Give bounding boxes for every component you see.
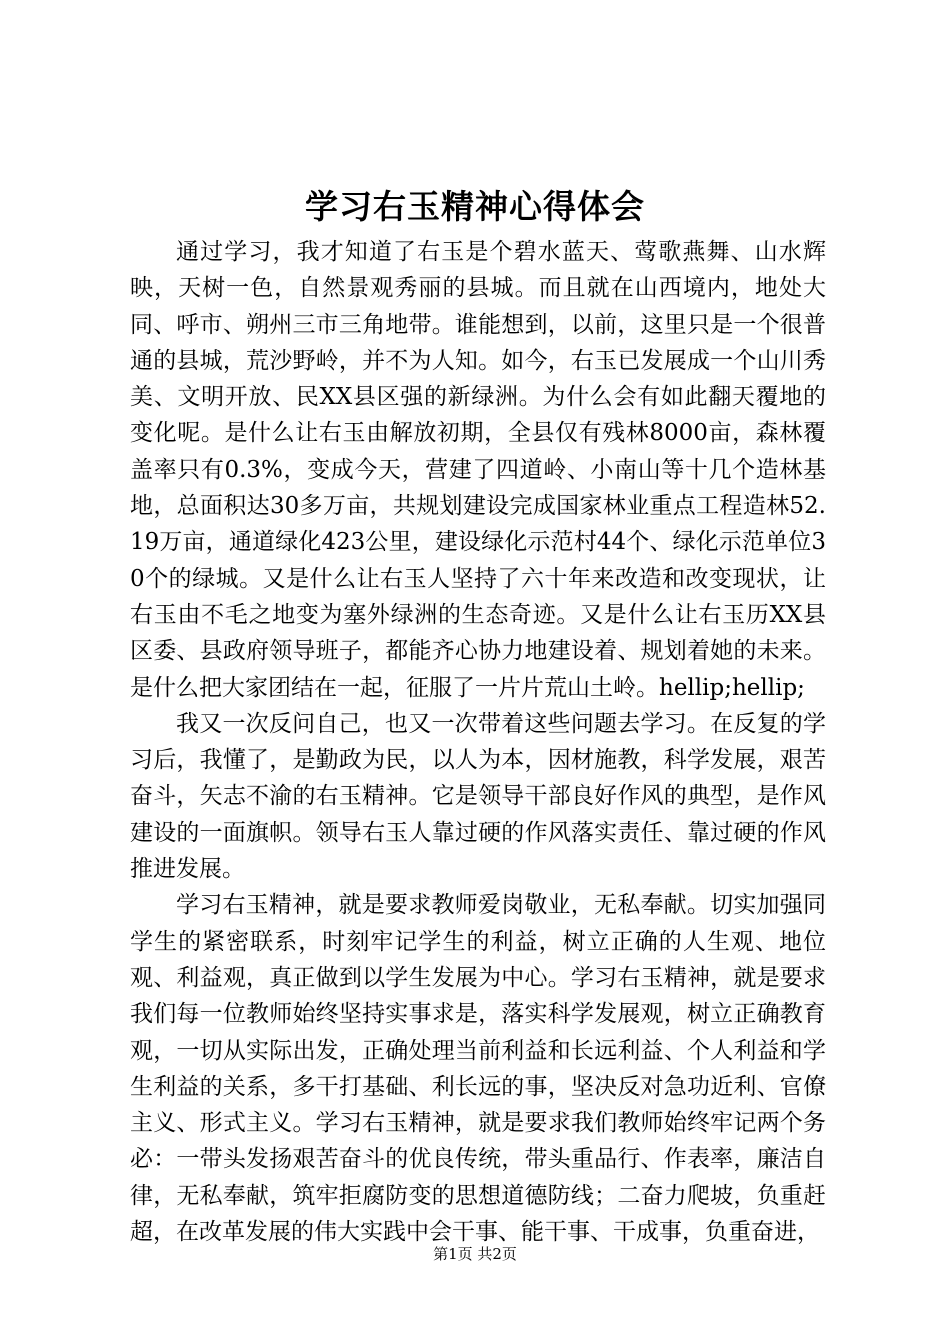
paragraph-2: 我又一次反问自己，也又一次带着这些问题去学习。在反复的学习后，我懂了，是勤政为民，以人为本，因材施教，科学发展，艰苦奋斗，矢志不渝的右玉精神。它是领导干部良好作风的典型，是作风建设的一面旗帜。领导右玉人靠过硬的作风落实责任、靠过硬的作风推进发展。 (130, 710, 826, 883)
document-title: 学习右玉精神心得体会 (305, 187, 645, 226)
page-footer: 第1页 共2页 (433, 1245, 517, 1263)
paragraph-1: 通过学习，我才知道了右玉是个碧水蓝天、莺歌燕舞、山水辉映，天树一色，自然景观秀丽的县城。而且就在山西境内，地处大同、呼市、朔州三市三角地带。谁能想到，以前，这里只是一个很普通的县城，荒沙野岭，并不为人知。如今，右玉已发展成一个山川秀美、文明开放、民XX县区强的新绿洲。为什么会有如此翻天覆地的变化呢。是什么让右玉由解放初期，全县仅有残林8000亩，森林覆盖率只有0.3%，变成今天，营建了四道岭、小南山等十几个造林基地，总面积达30多万亩，共规划建设完成国家林业重点工程造林52.19万亩，通道绿化423公里，建设绿化示范村44个、绿化示范单位30个的绿城。又是什么让右玉人坚持了六十年来改造和改变现状，让右玉由不毛之地变为塞外绿洲的生态奇迹。又是什么让右玉历XX县区委、县政府领导班子，都能齐心协力地建设着、规划着她的未来。是什么把大家团结在一起，征服了一片片荒山土岭。hellip;hellip; (130, 239, 826, 701)
paragraph-3: 学习右玉精神，就是要求教师爱岗敬业，无私奉献。切实加强同学生的紧密联系，时刻牢记学生的利益，树立正确的人生观、地位观、利益观，真正做到以学生发展为中心。学习右玉精神，就是要求我们每一位教师始终坚持实事求是，落实科学发展观，树立正确教育观，一切从实际出发，正确处理当前利益和长远利益、个人利益和学生利益的关系，多干打基础、利长远的事，坚决反对急功近利、官僚主义、形式主义。学习右玉精神，就是要求我们教师始终牢记两个务必：一带头发扬艰苦奋斗的优良传统，带头重品行、作表率，廉洁自律，无私奉献，筑牢拒腐防变的思想道德防线；二奋力爬坡，负重赶超，在改革发展的伟大实践中会干事、能干事、干成事，负重奋进， (130, 892, 826, 1246)
document-body (130, 234, 826, 1250)
